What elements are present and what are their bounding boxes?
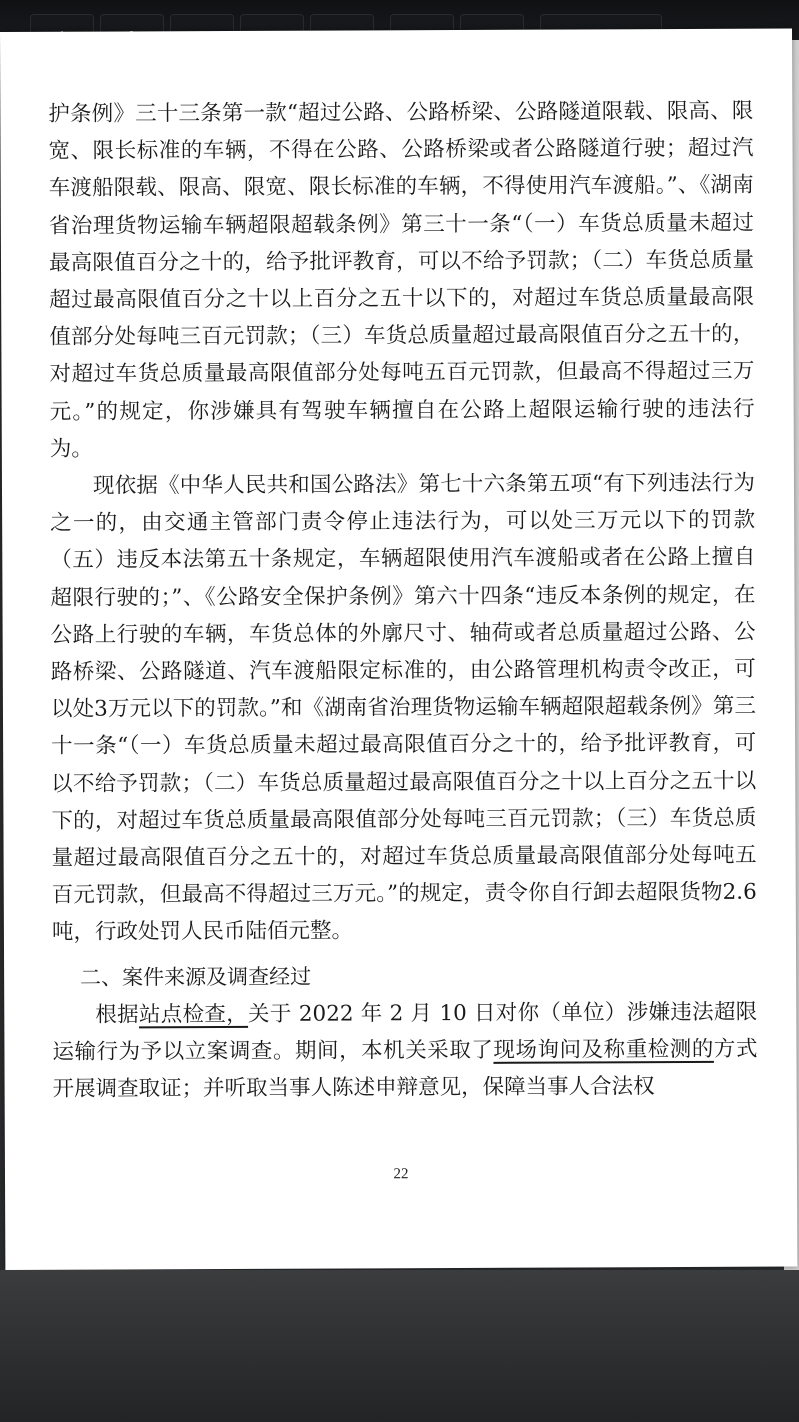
- text-segment: 关于 2022 年 2 月 10 日对你（单位）涉嫌违法超限运输行为予以立案调查。期间，本机关采取了: [52, 999, 758, 1065]
- document-page: [0, 29, 797, 1270]
- document-body: [48, 93, 757, 1109]
- text-segment: 根据: [95, 1002, 139, 1028]
- page-number: 22: [393, 1166, 409, 1183]
- underlined-method: 现场询问及称重检测的: [493, 1036, 714, 1063]
- underlined-source: 站点检查，: [138, 1001, 249, 1028]
- section-heading: 二、案件来源及调查经过: [80, 964, 312, 990]
- paragraph-case-source: [52, 994, 757, 1109]
- text-segment: 方式开展调查取证；并听取当事人陈述申辩意见，保障当事人合法权: [52, 1036, 758, 1103]
- paragraph-penalty-decision: 现依据《中华人民共和国公路法》第七十六条第五项“有下列违法行为之一的，由交通主管部门责令停止违法行为，可以处三万元以下的罚款（五）违反本法第五十条规定，车辆超限使用汽车渡船或者在公路上擅自超限行驶的；”、《公路安全保护条例》第六十四条“违反本条例的规定，在公路上行驶的车辆，车货总体的外廓尺寸、轴荷或者总质量超过公路、公路桥梁、公路隧道、汽车渡船限定标准的，由公路管理机构责令改正，可以处3万元以下的罚款。”和《湖南省治理货物运输车辆超限超载条例》第三十一条“（一）车货总质量未超过最高限值百分之十的，给予批评教育，可以不给予罚款；（二）车货总质量超过最高限值百分之十以上百分之五十以下的，对超过车货总质量最高限值部分处每吨三百元罚款；（三）车货总质量超过最高限值百分之五十的，对超过车货总质量最高限值部分处每吨五百元罚款，但最高不得超过三万元。”的规定，责令你自行卸去超限货物2.6吨，行政处罚人民币陆佰元整。: [50, 470, 757, 946]
- background-surface: [0, 1270, 799, 1422]
- paragraph-legal-basis: 护条例》三十三条第一款“超过公路、公路桥梁、公路隧道限载、限高、限宽、限长标准的车辆，不得在公路、公路桥梁或者公路隧道行驶；超过汽车渡船限载、限高、限宽、限长标准的车辆，不得使用汽车渡船。”、《湖南省治理货物运输车辆超限超载条例》第三十一条“（一）车货总质量未超过最高限值百分之十的，给予批评教育，可以不给予罚款；（二）车货总质量超过最高限值百分之十以上百分之五十以下的，对超过车货总质量最高限值部分处每吨三百元罚款；（三）车货总质量超过最高限值百分之五十的，对超过车货总质量最高限值部分处每吨五百元罚款，但最高不得超过三万元。”的规定，你涉嫌具有驾驶车辆擅自在公路上超限运输行驶的违法行为。: [48, 98, 755, 462]
